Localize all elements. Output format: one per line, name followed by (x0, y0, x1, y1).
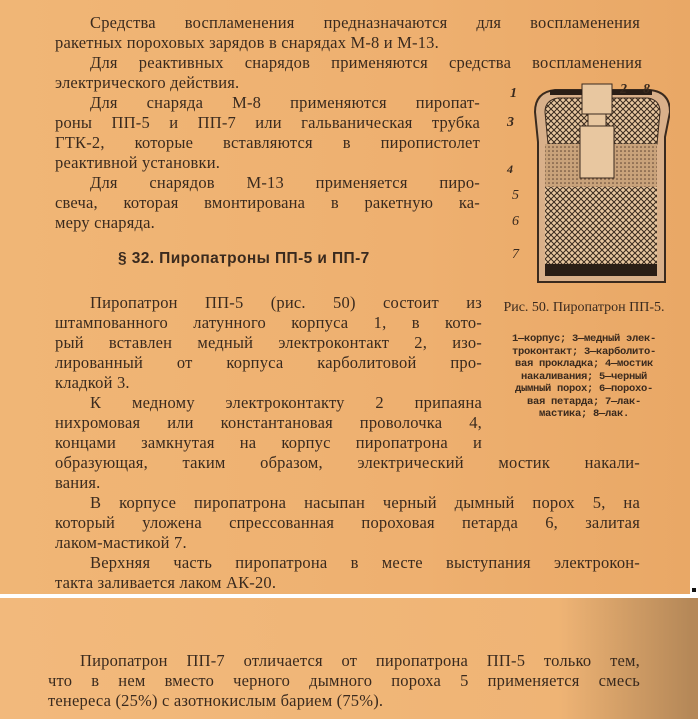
figure-label: 6 (512, 214, 520, 229)
text-line: Пиропатрон ПП-7 отличается от пиропатрона ПП-5 только тем, (80, 651, 640, 670)
text-line: что в нем вместо черного дымного пороха 5 применяется смесь (48, 671, 640, 690)
caption-line: вая прокладка; 4—мостик (514, 358, 654, 370)
section-heading: § 32. Пиропатроны ПП-5 и ПП-7 (118, 250, 370, 267)
text-line: ГТК-2, которые вставляются в пиропистолет (55, 133, 480, 152)
cartridge-diagram (500, 82, 670, 292)
text-line: Средства воспламенения предназначаются для воспламенения (90, 13, 640, 32)
figure-label: 8 (643, 82, 651, 97)
text-line: вания. (55, 473, 101, 492)
caption-line: вая петарда; 7—лак- (526, 395, 642, 408)
text-line: В корпусе пиропатрона насыпан черный дымный порох 5, на (90, 493, 640, 512)
text-line: лированный от корпуса карболитовой про- (55, 353, 482, 372)
scanned-page-bottom (0, 598, 698, 719)
text-line: кладкой 3. (55, 373, 130, 392)
text-line: К медному электроконтакту 2 припаяна (90, 393, 482, 412)
caption-line: троконтакт; 3—карболито- (511, 345, 657, 358)
text-line: Для снарядов М-13 применяется пиро- (90, 173, 480, 192)
caption-line: накаливания; 5—черный (520, 370, 648, 383)
text-line: ракетных пороховых зарядов в снарядах М-8 и М-13. (55, 33, 439, 52)
figure-label: 7 (512, 247, 520, 262)
text-line: Для реактивных снарядов применяются средства воспламенения (90, 53, 642, 72)
figure-label: 2 (620, 82, 628, 97)
text-line: который уложена спрессованная пороховая петарда 6, залитая (55, 513, 640, 532)
text-line: концами замкнутая на корпус пиропатрона и (55, 433, 482, 452)
text-line: Верхняя часть пиропатрона в месте выступания электрокон- (90, 553, 640, 572)
text-line: роны ПП-5 и ПП-7 или гальваническая трубка (55, 113, 480, 132)
text-line: рый вставлен медный электроконтакт 2, изо- (55, 333, 482, 352)
text-line: тенереса (25%) с азотнокислым барием (75%). (48, 691, 384, 710)
text-line: реактивной установки. (55, 153, 221, 172)
scan-artifact (692, 588, 696, 592)
caption-line: 1—корпус; 3—медный элек- (511, 333, 657, 345)
text-line: Для снаряда М-8 применяются пиропат- (90, 93, 480, 112)
text-line: Пиропатрон ПП-5 (рис. 50) состоит из (90, 293, 482, 312)
figure-label: 4 (507, 162, 514, 176)
caption-line: дымный порох; 6—порохо- (514, 383, 654, 395)
text-line: свеча, которая вмонтирована в ракетную ка- (55, 193, 480, 212)
caption-line: мастика; 8—лак. (538, 408, 629, 420)
text-line: такта заливается лаком АК-20. (55, 573, 277, 592)
figure-label: 1 (510, 86, 518, 101)
text-line: нихромовая или константановая проволочка 4, (55, 413, 482, 432)
text-line: штампованного латунного корпуса 1, в кото- (55, 313, 482, 332)
figure-label: 5 (512, 188, 520, 203)
text-line: меру снаряда. (55, 213, 155, 232)
text-line: электрического действия. (55, 73, 240, 92)
figure-label: 3 (507, 115, 515, 130)
figure-caption-title: Рис. 50. Пиропатрон ПП-5. (503, 300, 665, 315)
text-line: лаком-мастикой 7. (55, 533, 187, 552)
text-line: образующая, таким образом, электрический мостик накали- (55, 453, 640, 472)
figure-caption-legend (495, 333, 673, 421)
